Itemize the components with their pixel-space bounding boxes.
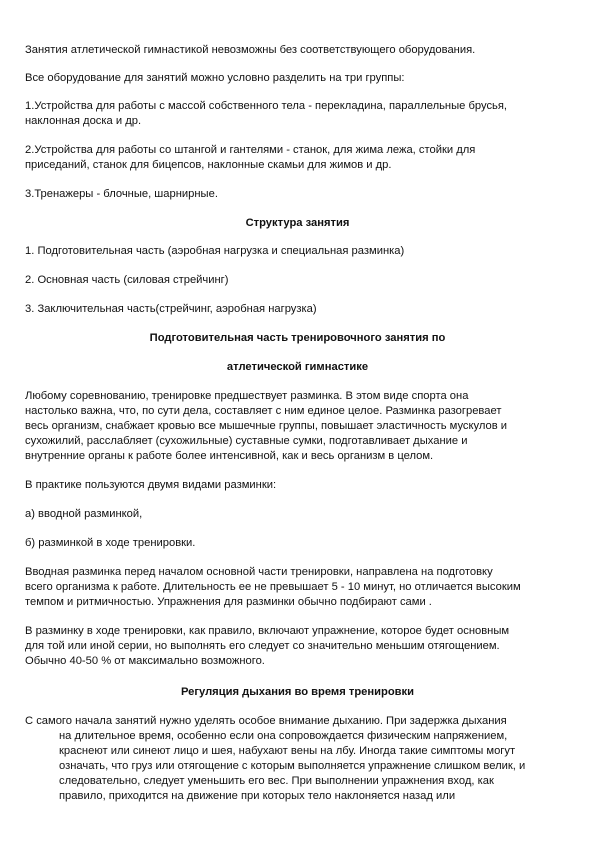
text-line: Все оборудование для занятий можно условно разделить на три группы: (25, 72, 405, 84)
list-item: б) разминкой в ходе тренировки. (25, 537, 196, 549)
text-line: внутренние органы к работе более интенсивной, как и весь организм в целом. (25, 450, 434, 462)
list-item: а) вводной разминкой, (25, 508, 143, 520)
section-heading: Подготовительная часть тренировочного занятия по (149, 332, 446, 344)
list-item: 1. Подготовительная часть (аэробная нагрузка и специальная разминка) (25, 245, 405, 257)
text-line: Любому соревнованию, тренировке предшествует разминка. В этом виде спорта она (25, 390, 469, 402)
text-line: наклонная доска и др. (25, 115, 142, 127)
text-line: 2.Устройства для работы со штангой и гантелями - станок, для жима лежа, стойки для (25, 144, 476, 156)
text-line: краснеют или синеют лицо и шея, набухают вены на лбу. Иногда такие симптомы могут (59, 745, 516, 757)
text-line: Занятия атлетической гимнастикой невозможны без соответствующего оборудования. (25, 44, 476, 56)
text-line: С самого начала занятий нужно уделять особое внимание дыханию. При задержка дыхания (25, 715, 507, 727)
text-line: приседаний, станок для бицепсов, наклонные скамьи для жимов и др. (25, 159, 392, 171)
section-heading: атлетической гимнастике (226, 361, 369, 373)
text-line: на длительное время, особенно если она сопровождается физическим напряжением, (59, 730, 508, 742)
section-heading: Структура занятия (245, 217, 350, 229)
list-item: 2. Основная часть (силовая стрейчинг) (25, 274, 229, 286)
text-line: Вводная разминка перед началом основной части тренировки, направлена на подготовку (25, 566, 493, 578)
text-line: правило, приходится на движение при которых тело наклоняется назад или (59, 790, 456, 802)
text-line: 3.Тренажеры - блочные, шарнирные. (25, 188, 218, 200)
text-line: означать, что груз или отягощение с которым выполняется упражнение слишком велик, и (59, 760, 526, 772)
text-line: для той или иной серии, но выполнять его следует со значительно меньшим отягощением. (25, 640, 500, 652)
text-line: темпом и ритмичностью. Упражнения для разминки обычно подбирают сами . (25, 596, 432, 608)
text-line: В разминку в ходе тренировки, как правило, включают упражнение, которое будет основным (25, 625, 510, 637)
list-item: 3. Заключительная часть(стрейчинг, аэробная нагрузка) (25, 303, 317, 315)
text-line: Обычно 40-50 % от максимально возможного. (25, 655, 265, 667)
text-line: В практике пользуются двумя видами разминки: (25, 479, 277, 491)
text-line: сухожилий, расслабляет (сухожильные) суставные сумки, подготавливает дыхание и (25, 435, 468, 447)
text-line: весь организм, снабжает кровью все мышечные группы, повышает эластичность мускулов и (25, 420, 508, 432)
text-line: всего организма к работе. Длительность ее не превышает 5 - 10 минут, но отличается высоким (25, 581, 521, 593)
section-heading: Регуляция дыхания во время тренировки (180, 686, 415, 698)
text-line: следовательно, следует уменьшить его вес. При выполнении упражнения вход, как (59, 775, 494, 787)
text-line: настолько важна, что, по сути дела, составляет с ним единое целое. Разминка разогревает (25, 405, 502, 417)
text-line: 1.Устройства для работы с массой собственного тела - перекладина, параллельные брусья, (25, 100, 508, 112)
